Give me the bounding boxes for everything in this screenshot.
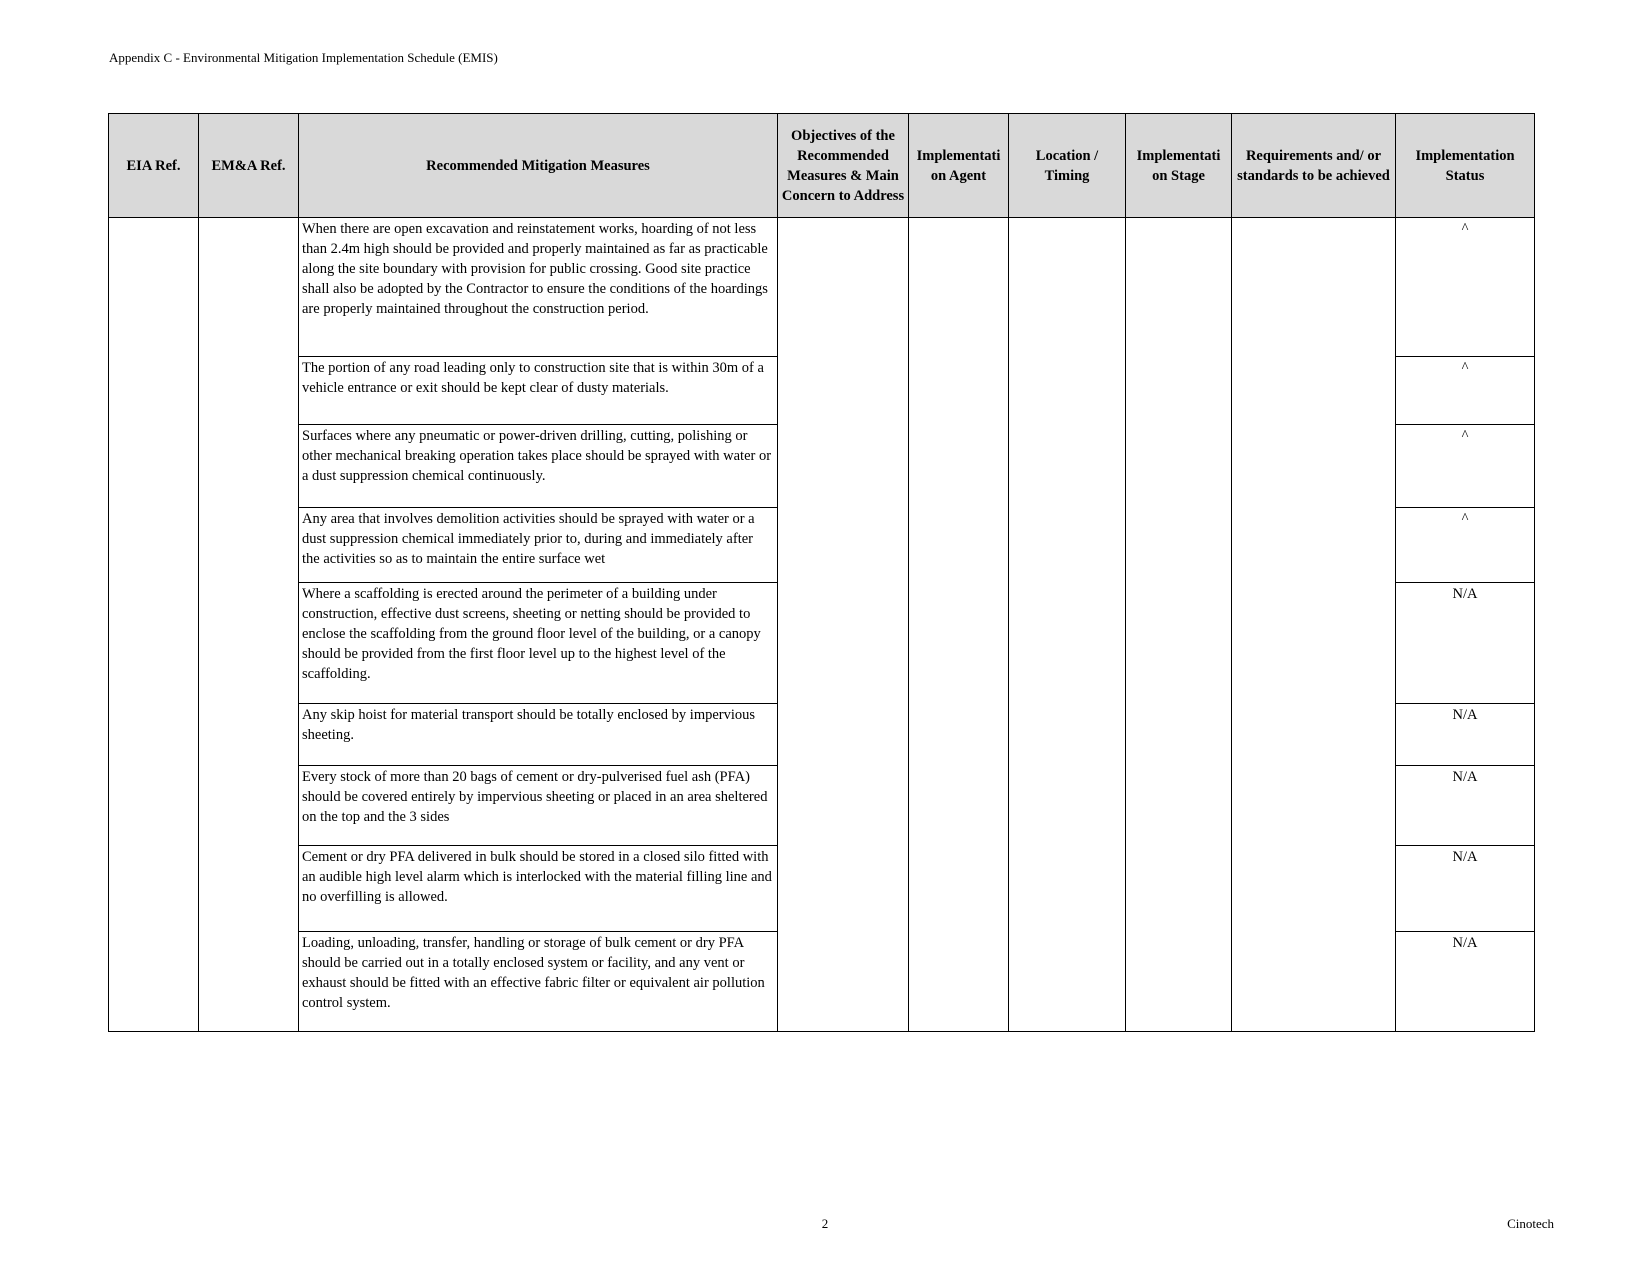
column-header-agent: Implementati on Agent <box>909 114 1009 218</box>
cell-eia-ref <box>109 357 199 425</box>
cell-ema-ref <box>199 508 299 583</box>
cell-agent <box>909 766 1009 846</box>
cell-objectives <box>778 583 909 704</box>
cell-location <box>1009 508 1126 583</box>
cell-eia-ref <box>109 766 199 846</box>
cell-location <box>1009 583 1126 704</box>
column-header-stage: Implementati on Stage <box>1126 114 1232 218</box>
cell-requirements <box>1232 218 1396 357</box>
cell-objectives <box>778 932 909 1032</box>
table-row <box>109 932 1535 1032</box>
cell-agent <box>909 218 1009 357</box>
cell-requirements <box>1232 704 1396 766</box>
cell-status: N/A <box>1396 583 1535 704</box>
cell-eia-ref <box>109 583 199 704</box>
cell-objectives <box>778 704 909 766</box>
column-header-status: Implementation Status <box>1396 114 1535 218</box>
cell-status: N/A <box>1396 932 1535 1032</box>
cell-ema-ref <box>199 846 299 932</box>
cell-measure: Any skip hoist for material transport should be totally enclosed by impervious sheeting. <box>299 704 778 766</box>
table-row <box>109 425 1535 508</box>
cell-agent <box>909 425 1009 508</box>
cell-location <box>1009 357 1126 425</box>
cell-ema-ref <box>199 425 299 508</box>
table-row <box>109 508 1535 583</box>
column-header-eia-ref: EIA Ref. <box>109 114 199 218</box>
column-header-objectives: Objectives of the Recommended Measures & Main Concern to Address <box>778 114 909 218</box>
cell-agent <box>909 583 1009 704</box>
column-header-location: Location / Timing <box>1009 114 1126 218</box>
cell-location <box>1009 846 1126 932</box>
cell-requirements <box>1232 766 1396 846</box>
column-header-measures: Recommended Mitigation Measures <box>299 114 778 218</box>
cell-measure: When there are open excavation and reinstatement works, hoarding of not less than 2.4m high should be provided and properly maintained as far as practicable along the site boundary with provision for public crossing. Good site practice shall also be adopted by the Contractor to ensure the conditions of the hoardings are properly maintained throughout the construction period. <box>299 218 778 357</box>
cell-status: ^ <box>1396 425 1535 508</box>
cell-status: N/A <box>1396 846 1535 932</box>
cell-requirements <box>1232 583 1396 704</box>
cell-status: ^ <box>1396 218 1535 357</box>
cell-ema-ref <box>199 932 299 1032</box>
cell-measure: Loading, unloading, transfer, handling or storage of bulk cement or dry PFA should be carried out in a totally enclosed system or facility, and any vent or exhaust should be fitted with an effective fabric filter or equivalent air pollution control system. <box>299 932 778 1032</box>
cell-measure: Any area that involves demolition activities should be sprayed with water or a dust suppression chemical immediately prior to, during and immediately after the activities so as to maintain the entire surface wet <box>299 508 778 583</box>
cell-agent <box>909 932 1009 1032</box>
cell-requirements <box>1232 846 1396 932</box>
cell-requirements <box>1232 508 1396 583</box>
cell-status: ^ <box>1396 508 1535 583</box>
cell-stage <box>1126 932 1232 1032</box>
cell-objectives <box>778 508 909 583</box>
cell-measure: Cement or dry PFA delivered in bulk should be stored in a closed silo fitted with an audible high level alarm which is interlocked with the material filling line and no overfilling is allowed. <box>299 846 778 932</box>
cell-agent <box>909 704 1009 766</box>
cell-objectives <box>778 766 909 846</box>
table-header-row <box>109 114 1535 218</box>
table-row <box>109 846 1535 932</box>
cell-requirements <box>1232 425 1396 508</box>
column-header-requirements: Requirements and/ or standards to be achieved <box>1232 114 1396 218</box>
table-row <box>109 357 1535 425</box>
cell-measure: Where a scaffolding is erected around the perimeter of a building under construction, effective dust screens, sheeting or netting should be provided to enclose the scaffolding from the ground floor level of the building, or a canopy should be provided from the first floor level up to the highest level of the scaffolding. <box>299 583 778 704</box>
cell-stage <box>1126 357 1232 425</box>
cell-location <box>1009 425 1126 508</box>
cell-ema-ref <box>199 583 299 704</box>
page-number: 2 <box>821 1216 829 1231</box>
cell-eia-ref <box>109 508 199 583</box>
cell-objectives <box>778 218 909 357</box>
cell-ema-ref <box>199 357 299 425</box>
emis-table <box>108 113 1535 1032</box>
column-header-ema-ref: EM&A Ref. <box>199 114 299 218</box>
cell-location <box>1009 932 1126 1032</box>
cell-stage <box>1126 846 1232 932</box>
table-row <box>109 704 1535 766</box>
cell-stage <box>1126 425 1232 508</box>
table-row <box>109 218 1535 357</box>
cell-objectives <box>778 846 909 932</box>
cell-stage <box>1126 508 1232 583</box>
cell-measure: Every stock of more than 20 bags of cement or dry-pulverised fuel ash (PFA) should be covered entirely by impervious sheeting or placed in an area sheltered on the top and the 3 sides <box>299 766 778 846</box>
cell-status: N/A <box>1396 766 1535 846</box>
cell-objectives <box>778 425 909 508</box>
cell-agent <box>909 508 1009 583</box>
cell-location <box>1009 218 1126 357</box>
cell-status: ^ <box>1396 357 1535 425</box>
footer-company: Cinotech <box>1507 1216 1554 1231</box>
cell-stage <box>1126 704 1232 766</box>
cell-requirements <box>1232 357 1396 425</box>
cell-eia-ref <box>109 425 199 508</box>
cell-status: N/A <box>1396 704 1535 766</box>
table-row <box>109 583 1535 704</box>
cell-agent <box>909 357 1009 425</box>
cell-stage <box>1126 218 1232 357</box>
cell-location <box>1009 704 1126 766</box>
cell-eia-ref <box>109 704 199 766</box>
cell-eia-ref <box>109 218 199 357</box>
cell-measure: The portion of any road leading only to construction site that is within 30m of a vehicle entrance or exit should be kept clear of dusty materials. <box>299 357 778 425</box>
table-row <box>109 766 1535 846</box>
cell-objectives <box>778 357 909 425</box>
cell-ema-ref <box>199 704 299 766</box>
cell-stage <box>1126 766 1232 846</box>
cell-agent <box>909 846 1009 932</box>
cell-eia-ref <box>109 846 199 932</box>
cell-stage <box>1126 583 1232 704</box>
cell-eia-ref <box>109 932 199 1032</box>
page-header: Appendix C - Environmental Mitigation Implementation Schedule (EMIS) <box>109 50 498 65</box>
cell-ema-ref <box>199 766 299 846</box>
cell-measure: Surfaces where any pneumatic or power-driven drilling, cutting, polishing or other mechanical breaking operation takes place should be sprayed with water or a dust suppression chemical continuously. <box>299 425 778 508</box>
cell-requirements <box>1232 932 1396 1032</box>
cell-location <box>1009 766 1126 846</box>
cell-ema-ref <box>199 218 299 357</box>
